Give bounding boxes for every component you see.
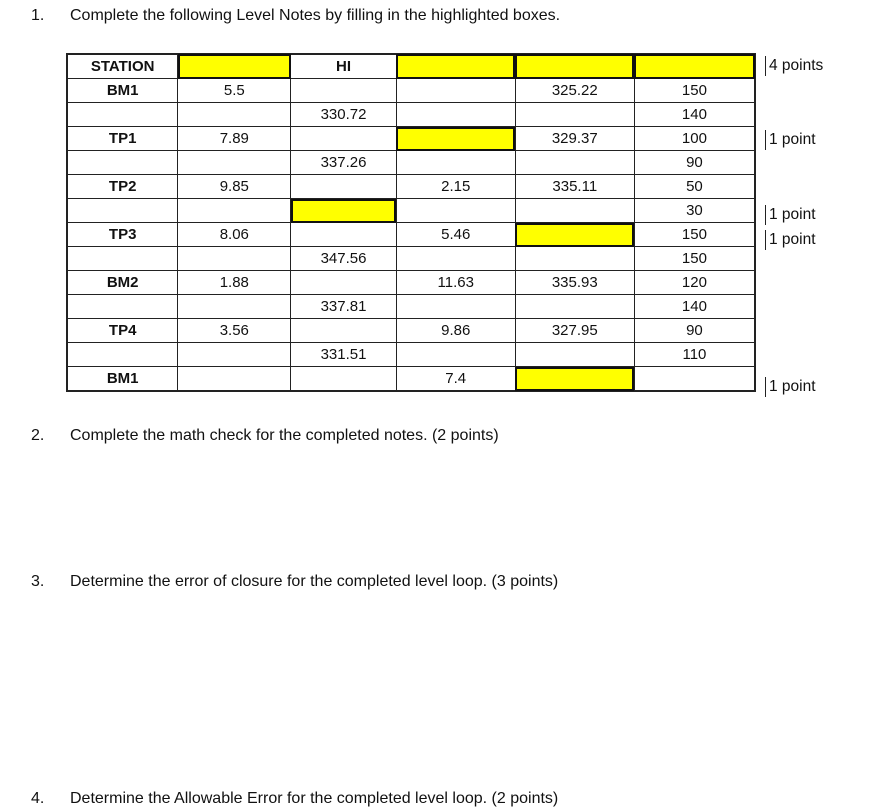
cell-dist: 90	[634, 319, 755, 343]
header-station: STATION	[67, 54, 178, 79]
table-row	[67, 223, 876, 247]
table-row	[67, 367, 876, 392]
table-row	[67, 175, 876, 199]
cell-bs	[178, 343, 291, 367]
cell-dist: 50	[634, 175, 755, 199]
cell-station: BM2	[67, 271, 178, 295]
cell-fs: 2.15	[396, 175, 515, 199]
table-row	[67, 127, 876, 151]
question-text: Determine the Allowable Error for the completed level loop. (2 points)	[70, 790, 559, 807]
cell-hi: 337.81	[291, 295, 397, 319]
question-number: 4.	[31, 790, 45, 807]
cell-fs	[396, 103, 515, 127]
cell-fs: 7.4	[396, 367, 515, 392]
cell-dist: 140	[634, 103, 755, 127]
cell-elev: 335.11	[515, 175, 634, 199]
cell-dist: 150	[634, 79, 755, 103]
question-number: 2.	[31, 427, 45, 444]
cell-station: TP4	[67, 319, 178, 343]
cell-station: BM1	[67, 79, 178, 103]
points-label-tp3: 1 point	[765, 230, 816, 250]
question-text: Determine the error of closure for the completed level loop. (3 points)	[70, 573, 559, 590]
cell-fs-blank[interactable]	[396, 127, 515, 151]
cell-hi	[291, 367, 397, 392]
cell-elev	[515, 295, 634, 319]
cell-dist	[634, 367, 755, 392]
cell-fs	[396, 79, 515, 103]
cell-fs	[396, 343, 515, 367]
cell-bs	[178, 151, 291, 175]
cell-elev	[515, 343, 634, 367]
cell-fs: 5.46	[396, 223, 515, 247]
level-notes-table	[66, 53, 877, 392]
cell-elev: 329.37	[515, 127, 634, 151]
table-row	[67, 103, 876, 127]
table-row	[67, 247, 876, 271]
header-hi: HI	[291, 54, 397, 79]
cell-dist: 110	[634, 343, 755, 367]
cell-fs	[396, 151, 515, 175]
cell-elev	[515, 247, 634, 271]
cell-dist: 100	[634, 127, 755, 151]
cell-elev-blank[interactable]	[515, 367, 634, 392]
cell-bs	[178, 247, 291, 271]
cell-bs: 7.89	[178, 127, 291, 151]
cell-elev: 335.93	[515, 271, 634, 295]
cell-bs: 5.5	[178, 79, 291, 103]
cell-hi: 347.56	[291, 247, 397, 271]
cell-hi	[291, 127, 397, 151]
cell-station	[67, 343, 178, 367]
table-row	[67, 151, 876, 175]
table-header-row	[67, 54, 876, 79]
points-label-bm1: 1 point	[765, 377, 816, 397]
cell-hi: 330.72	[291, 103, 397, 127]
cell-station	[67, 295, 178, 319]
cell-fs: 9.86	[396, 319, 515, 343]
cell-elev	[515, 199, 634, 223]
cell-elev: 325.22	[515, 79, 634, 103]
cell-bs	[178, 367, 291, 392]
cell-hi: 331.51	[291, 343, 397, 367]
cell-bs: 1.88	[178, 271, 291, 295]
table-row	[67, 199, 876, 223]
cell-station	[67, 247, 178, 271]
cell-bs: 3.56	[178, 319, 291, 343]
header-bs-blank[interactable]	[178, 54, 291, 79]
cell-bs: 9.85	[178, 175, 291, 199]
cell-elev-blank[interactable]	[515, 223, 634, 247]
cell-station	[67, 199, 178, 223]
cell-station	[67, 103, 178, 127]
cell-station: BM1	[67, 367, 178, 392]
cell-dist: 30	[634, 199, 755, 223]
cell-station	[67, 151, 178, 175]
cell-bs: 8.06	[178, 223, 291, 247]
cell-elev: 327.95	[515, 319, 634, 343]
cell-station: TP2	[67, 175, 178, 199]
cell-fs: 11.63	[396, 271, 515, 295]
cell-hi	[291, 319, 397, 343]
cell-hi	[291, 223, 397, 247]
cell-bs	[178, 103, 291, 127]
cell-fs	[396, 295, 515, 319]
cell-dist: 120	[634, 271, 755, 295]
points-label-header: 4 points	[765, 56, 823, 76]
cell-dist: 150	[634, 247, 755, 271]
cell-bs	[178, 199, 291, 223]
cell-bs	[178, 295, 291, 319]
cell-fs	[396, 199, 515, 223]
question-text: Complete the following Level Notes by filling in the highlighted boxes.	[70, 7, 561, 24]
header-elev-blank[interactable]	[515, 54, 634, 79]
cell-hi-blank[interactable]	[291, 199, 397, 223]
cell-hi	[291, 175, 397, 199]
question-text: Complete the math check for the completed notes. (2 points)	[70, 427, 499, 444]
table-row	[67, 295, 876, 319]
table-row	[67, 271, 876, 295]
cell-station: TP3	[67, 223, 178, 247]
cell-fs	[396, 247, 515, 271]
cell-dist: 140	[634, 295, 755, 319]
points-label-hi: 1 point	[765, 205, 816, 225]
table-row	[67, 79, 876, 103]
header-fs-blank[interactable]	[396, 54, 515, 79]
cell-dist: 150	[634, 223, 755, 247]
header-dist-blank[interactable]	[634, 54, 755, 79]
table-row	[67, 319, 876, 343]
cell-hi	[291, 271, 397, 295]
question-number: 3.	[31, 573, 45, 590]
points-label-tp1: 1 point	[765, 130, 816, 150]
table-row	[67, 343, 876, 367]
cell-elev	[515, 103, 634, 127]
cell-station: TP1	[67, 127, 178, 151]
cell-elev	[515, 151, 634, 175]
cell-hi	[291, 79, 397, 103]
cell-hi: 337.26	[291, 151, 397, 175]
question-number: 1.	[31, 7, 45, 24]
cell-dist: 90	[634, 151, 755, 175]
